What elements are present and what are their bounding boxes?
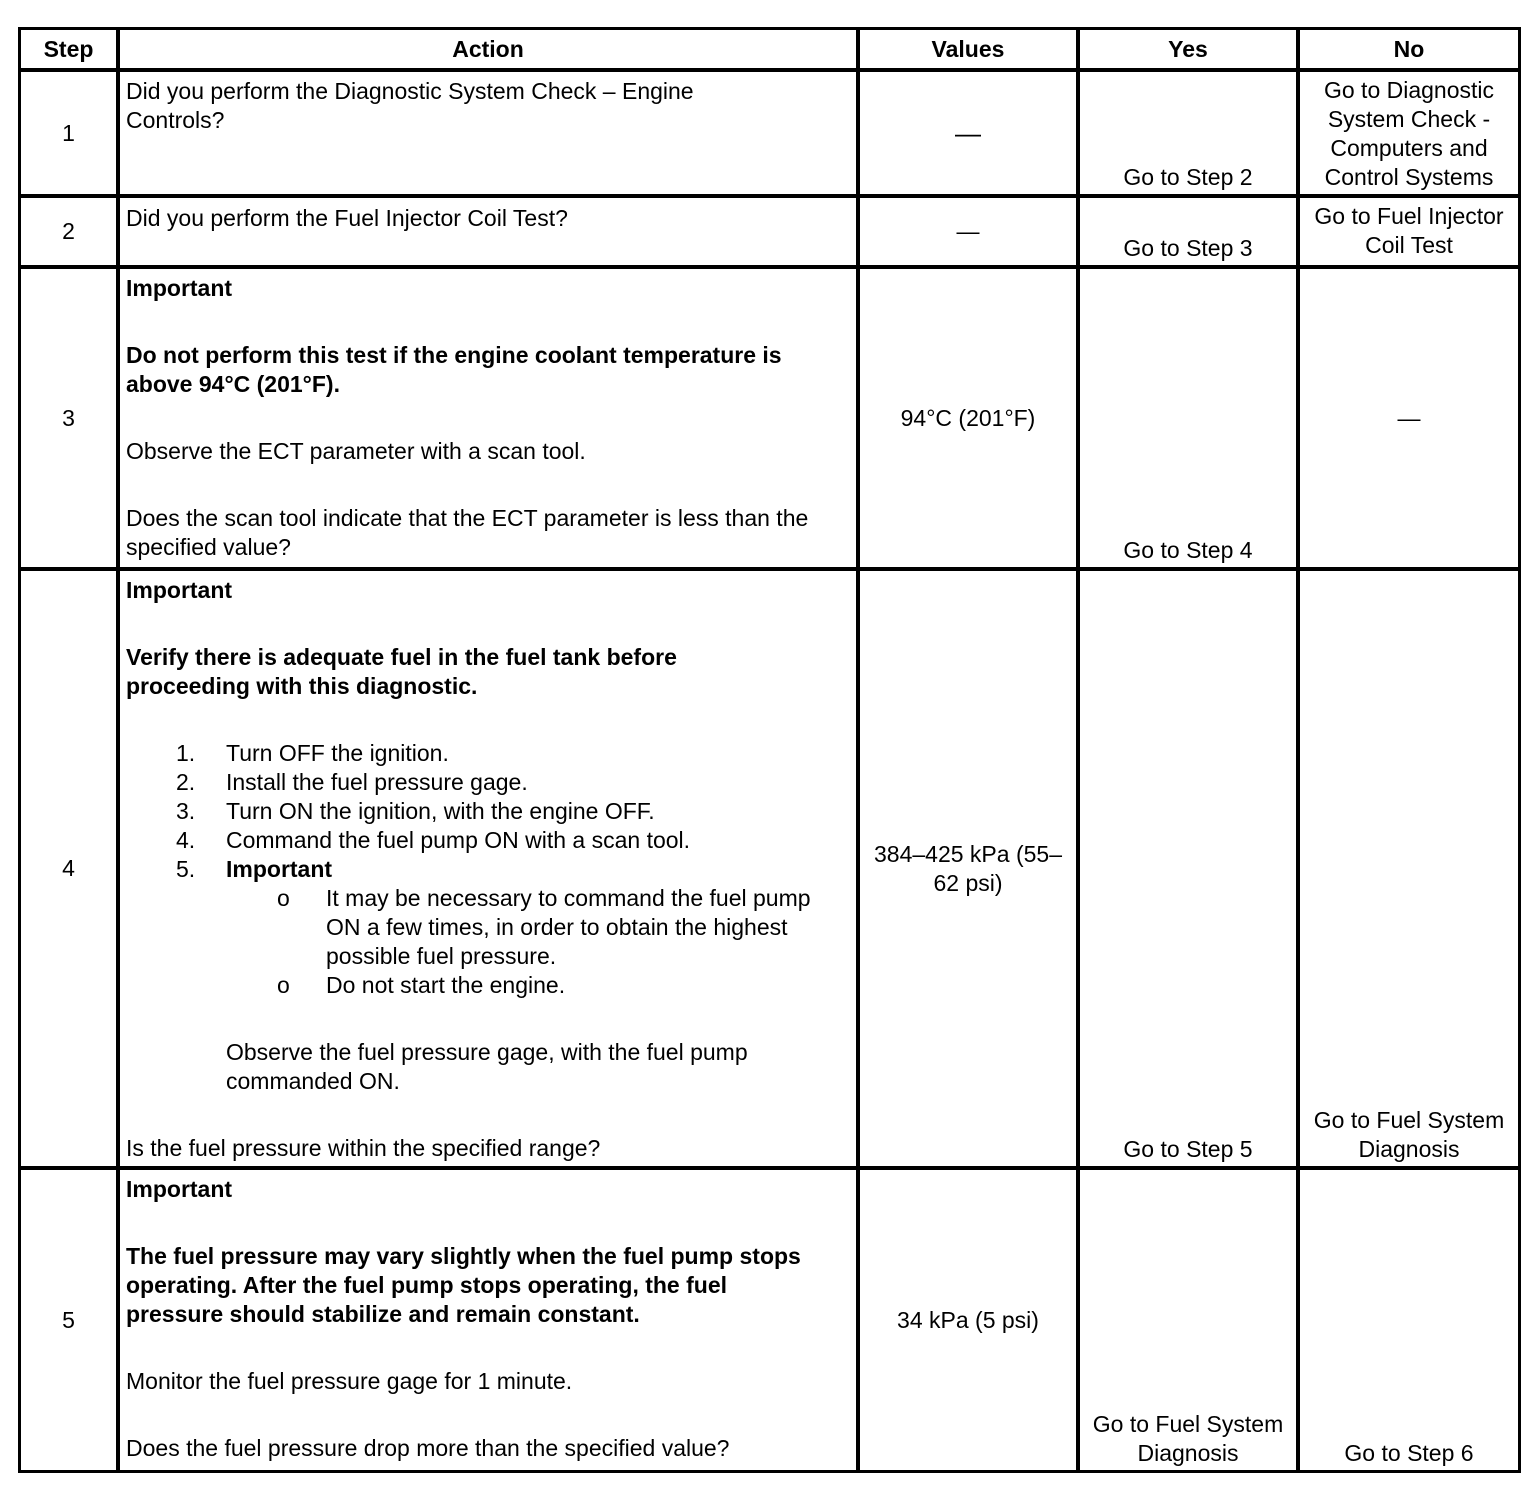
no-link[interactable]: Go to Step 6 bbox=[1344, 1440, 1474, 1466]
yes-link[interactable]: Go to Step 5 bbox=[1123, 1136, 1253, 1162]
list-item: o It may be necessary to command the fuel pump ON a few times, in order to obtain the highest possible fuel pressure. bbox=[277, 885, 811, 969]
no-link[interactable]: Go to Fuel System Diagnosis bbox=[1313, 1107, 1505, 1162]
value-text: 384–425 kPa (55–62 psi) bbox=[874, 840, 1062, 896]
value-text: 34 kPa (5 psi) bbox=[897, 1306, 1039, 1333]
list-item: 2. Install the fuel pressure gage. bbox=[176, 769, 528, 795]
action-text bbox=[120, 272, 856, 567]
yes-link[interactable]: Go to Step 4 bbox=[1123, 537, 1253, 563]
question-text: Does the scan tool indicate that the ECT parameter is less than the specified value? bbox=[126, 505, 809, 560]
header-no: No bbox=[1393, 35, 1425, 62]
list-item: 5. Important o It may be necessary to command the fuel pump ON a few times, in order to obtain the highest possible fuel pressure. o Do not start the engine. bbox=[126, 855, 850, 1000]
list-item: 3. Turn ON the ignition, with the engine OFF. bbox=[176, 798, 655, 824]
question-text: Is the fuel pressure within the specified range? bbox=[126, 1135, 601, 1161]
question-text: Does the fuel pressure drop more than the specified value? bbox=[126, 1435, 730, 1461]
question-text: Did you perform the Fuel Injector Coil Test? bbox=[126, 205, 568, 231]
header-action: Action bbox=[452, 35, 524, 62]
important-label: Important bbox=[126, 275, 233, 301]
header-yes: Yes bbox=[1168, 35, 1208, 62]
value-text: — bbox=[955, 117, 981, 148]
important-label: Important bbox=[126, 1176, 233, 1202]
important-text: Verify there is adequate fuel in the fuel tank before proceeding with this diagnostic. bbox=[126, 644, 677, 699]
no-link[interactable]: Go to Diagnostic System Check - Computers and Control Systems bbox=[1323, 77, 1495, 190]
important-text: Do not perform this test if the engine coolant temperature is above 94°C (201°F). bbox=[126, 342, 782, 397]
action-text bbox=[120, 75, 856, 194]
yes-link[interactable]: Go to Fuel System Diagnosis bbox=[1092, 1411, 1284, 1466]
instruction-text: Observe the ECT parameter with a scan tool. bbox=[126, 438, 586, 464]
no-link[interactable]: Go to Fuel Injector Coil Test bbox=[1314, 203, 1504, 258]
header-values: Values bbox=[931, 35, 1005, 62]
substep-list bbox=[126, 739, 850, 1000]
action-text bbox=[120, 202, 856, 265]
action-text bbox=[120, 1173, 856, 1470]
header-step: Step bbox=[43, 35, 94, 62]
no-link: — bbox=[1397, 404, 1421, 431]
observe-text: Observe the fuel pressure gage, with the fuel pump commanded ON. bbox=[226, 1039, 748, 1094]
list-item: 4. Command the fuel pump ON with a scan tool. bbox=[176, 827, 691, 853]
yes-link[interactable]: Go to Step 3 bbox=[1123, 235, 1253, 261]
list-item: 1. Turn OFF the ignition. bbox=[176, 740, 449, 766]
important-label: Important bbox=[126, 577, 233, 603]
value-text: 94°C (201°F) bbox=[900, 404, 1036, 431]
important-text: The fuel pressure may vary slightly when the fuel pump stops operating. After the fuel pump stops operating, the fuel pressure should stabilize and remain constant. bbox=[126, 1243, 801, 1327]
step-number: 3 bbox=[62, 404, 75, 431]
step-number: 2 bbox=[62, 218, 75, 244]
bullet-list bbox=[126, 884, 850, 1000]
action-text bbox=[120, 574, 856, 1166]
question-text: Did you perform the Diagnostic System Check – Engine Controls? bbox=[126, 78, 694, 133]
yes-link[interactable]: Go to Step 2 bbox=[1123, 164, 1253, 190]
instruction-text: Monitor the fuel pressure gage for 1 minute. bbox=[126, 1368, 573, 1394]
step-number: 4 bbox=[62, 855, 75, 881]
value-text: — bbox=[956, 218, 980, 244]
list-item: o Do not start the engine. bbox=[277, 972, 566, 998]
step-number: 5 bbox=[62, 1306, 75, 1333]
step-number: 1 bbox=[62, 119, 75, 146]
